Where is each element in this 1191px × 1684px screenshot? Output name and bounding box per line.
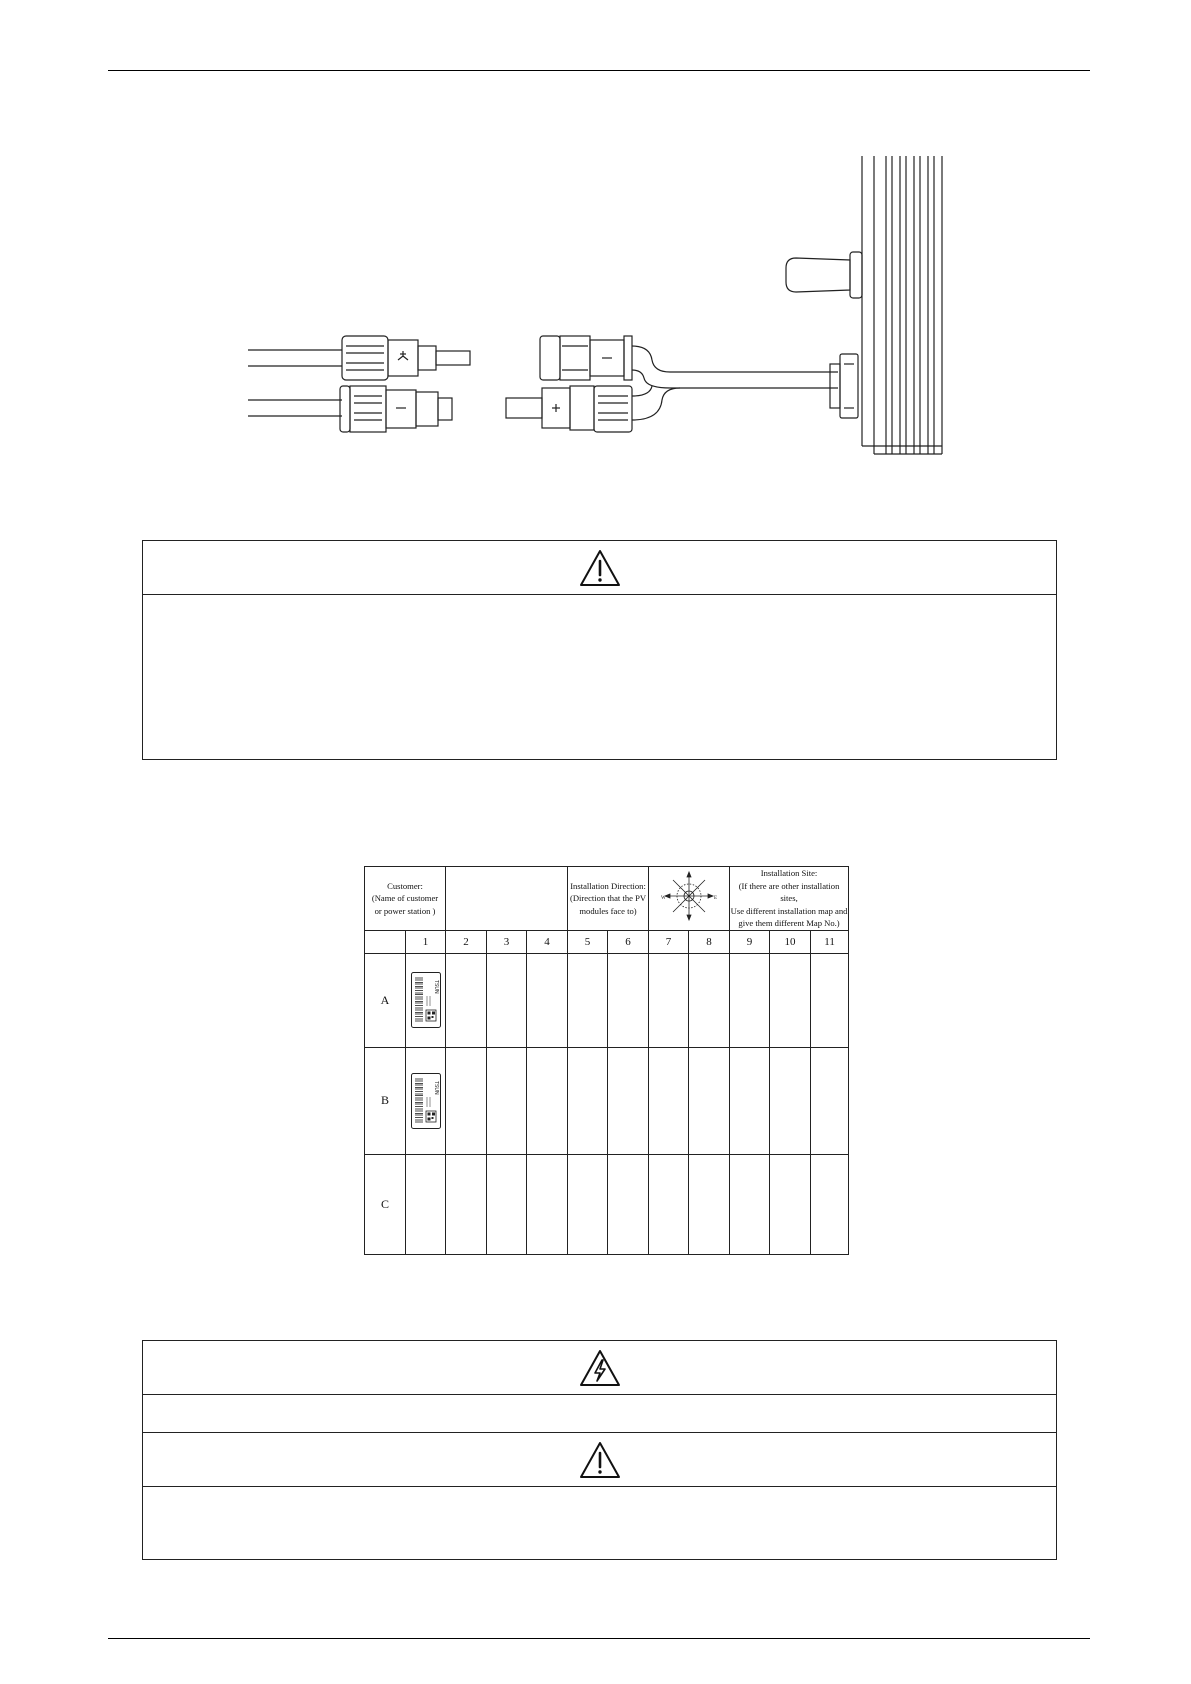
map-cell[interactable] (689, 1154, 730, 1254)
device-serial-label-icon (411, 1073, 441, 1129)
map-cell[interactable] (527, 1047, 568, 1154)
map-cell-b1[interactable] (406, 1047, 446, 1154)
map-cell[interactable] (487, 1154, 527, 1254)
mc4-female-connector-right-icon (506, 386, 632, 432)
corner-cell (365, 930, 406, 953)
map-cell[interactable] (487, 1047, 527, 1154)
device-brand-text: TSUN (432, 980, 439, 994)
direction-label-cell (568, 867, 649, 931)
warning-box-1 (142, 540, 1057, 760)
electric-hazard-icon (578, 1348, 622, 1388)
column-header: 6 (608, 930, 649, 953)
device-serial-label-icon (411, 972, 441, 1028)
column-header: 7 (649, 930, 689, 953)
warning-triangle-icon (578, 1440, 622, 1480)
column-header: 9 (730, 930, 770, 953)
map-header-row (365, 867, 849, 931)
map-cell[interactable] (730, 1047, 770, 1154)
installation-map-table (364, 866, 849, 1255)
row-label: A (365, 953, 406, 1047)
device-label-a1 (406, 972, 445, 1028)
cable-gland-icon (830, 354, 858, 418)
electric-hazard-header (143, 1341, 1056, 1395)
connector-diagram (240, 150, 970, 460)
map-cell[interactable] (649, 1047, 689, 1154)
customer-value-cell[interactable] (446, 867, 568, 931)
customer-label-line1: Customer: (387, 880, 423, 891)
map-cell[interactable] (770, 1154, 811, 1254)
map-cell[interactable] (770, 953, 811, 1047)
left-cables (248, 350, 342, 416)
column-header: 5 (568, 930, 608, 953)
map-cell[interactable] (568, 1047, 608, 1154)
map-row-a (365, 953, 849, 1047)
column-header: 1 (406, 930, 446, 953)
mc4-female-connector-icon (340, 386, 452, 432)
compass-e-letter: E (714, 895, 718, 901)
site-label-cell (730, 867, 849, 931)
map-cell[interactable] (649, 1154, 689, 1254)
direction-label-line2: (Direction that the PV (569, 893, 647, 903)
row-label: C (365, 1154, 406, 1254)
direction-label-line3: modules face to) (579, 905, 637, 916)
map-cell[interactable] (446, 1154, 487, 1254)
y-branch-cable-icon (632, 346, 838, 420)
customer-label-line2: (Name of customer (371, 893, 439, 903)
map-cell[interactable] (446, 1047, 487, 1154)
compass-w-letter: W (661, 895, 666, 901)
map-cell[interactable] (689, 1047, 730, 1154)
map-row-c (365, 1154, 849, 1254)
site-label-line1: Installation Site: (760, 868, 818, 878)
column-header: 11 (811, 930, 849, 953)
column-header: 4 (527, 930, 568, 953)
map-cell[interactable] (527, 1154, 568, 1254)
column-header: 2 (446, 930, 487, 953)
column-header: 8 (689, 930, 730, 953)
caution-body (143, 1487, 1056, 1559)
warning-box-2 (142, 1340, 1057, 1560)
direction-label-line1: Installation Direction: (570, 880, 646, 891)
warning-box-1-body (143, 595, 1056, 759)
device-label-b1 (406, 1073, 445, 1129)
map-row-b (365, 1047, 849, 1154)
map-cell[interactable] (649, 953, 689, 1047)
electric-hazard-body (143, 1395, 1056, 1433)
map-cell[interactable] (730, 953, 770, 1047)
compass-rose-icon (658, 869, 720, 923)
map-cell[interactable] (446, 953, 487, 1047)
header-rule (108, 70, 1090, 71)
map-cell[interactable] (689, 953, 730, 1047)
caution-header (143, 1433, 1056, 1487)
map-cell[interactable] (811, 1154, 849, 1254)
map-cell[interactable] (608, 1154, 649, 1254)
row-label: B (365, 1047, 406, 1154)
map-cell[interactable] (811, 1047, 849, 1154)
map-cell[interactable] (406, 1154, 446, 1254)
antenna-icon (786, 252, 862, 298)
map-cell[interactable] (811, 953, 849, 1047)
map-cell[interactable] (568, 1154, 608, 1254)
map-cell[interactable] (487, 953, 527, 1047)
site-label-line4: give them different Map No.) (738, 918, 840, 928)
site-label-line2: (If there are other installation sites, (738, 880, 840, 903)
customer-label-cell (365, 867, 446, 931)
mc4-male-connector-icon (342, 336, 470, 380)
footer-rule (108, 1638, 1090, 1639)
map-cell[interactable] (568, 953, 608, 1047)
map-cell-a1[interactable] (406, 953, 446, 1047)
warning-box-1-header (143, 541, 1056, 595)
column-header: 3 (487, 930, 527, 953)
map-cell[interactable] (527, 953, 568, 1047)
warning-triangle-icon (578, 548, 622, 588)
site-label-line3: Use different installation map and (730, 905, 848, 916)
mc4-male-connector-right-icon (540, 336, 632, 380)
map-cell[interactable] (730, 1154, 770, 1254)
customer-label-line3: or power station ) (374, 905, 436, 916)
map-column-header-row (365, 930, 849, 953)
map-cell[interactable] (608, 1047, 649, 1154)
device-brand-text: TSUN (432, 1080, 439, 1095)
map-cell[interactable] (608, 953, 649, 1047)
map-cell[interactable] (770, 1047, 811, 1154)
compass-cell (649, 867, 730, 931)
column-header: 10 (770, 930, 811, 953)
microinverter-housing-icon (862, 156, 942, 454)
